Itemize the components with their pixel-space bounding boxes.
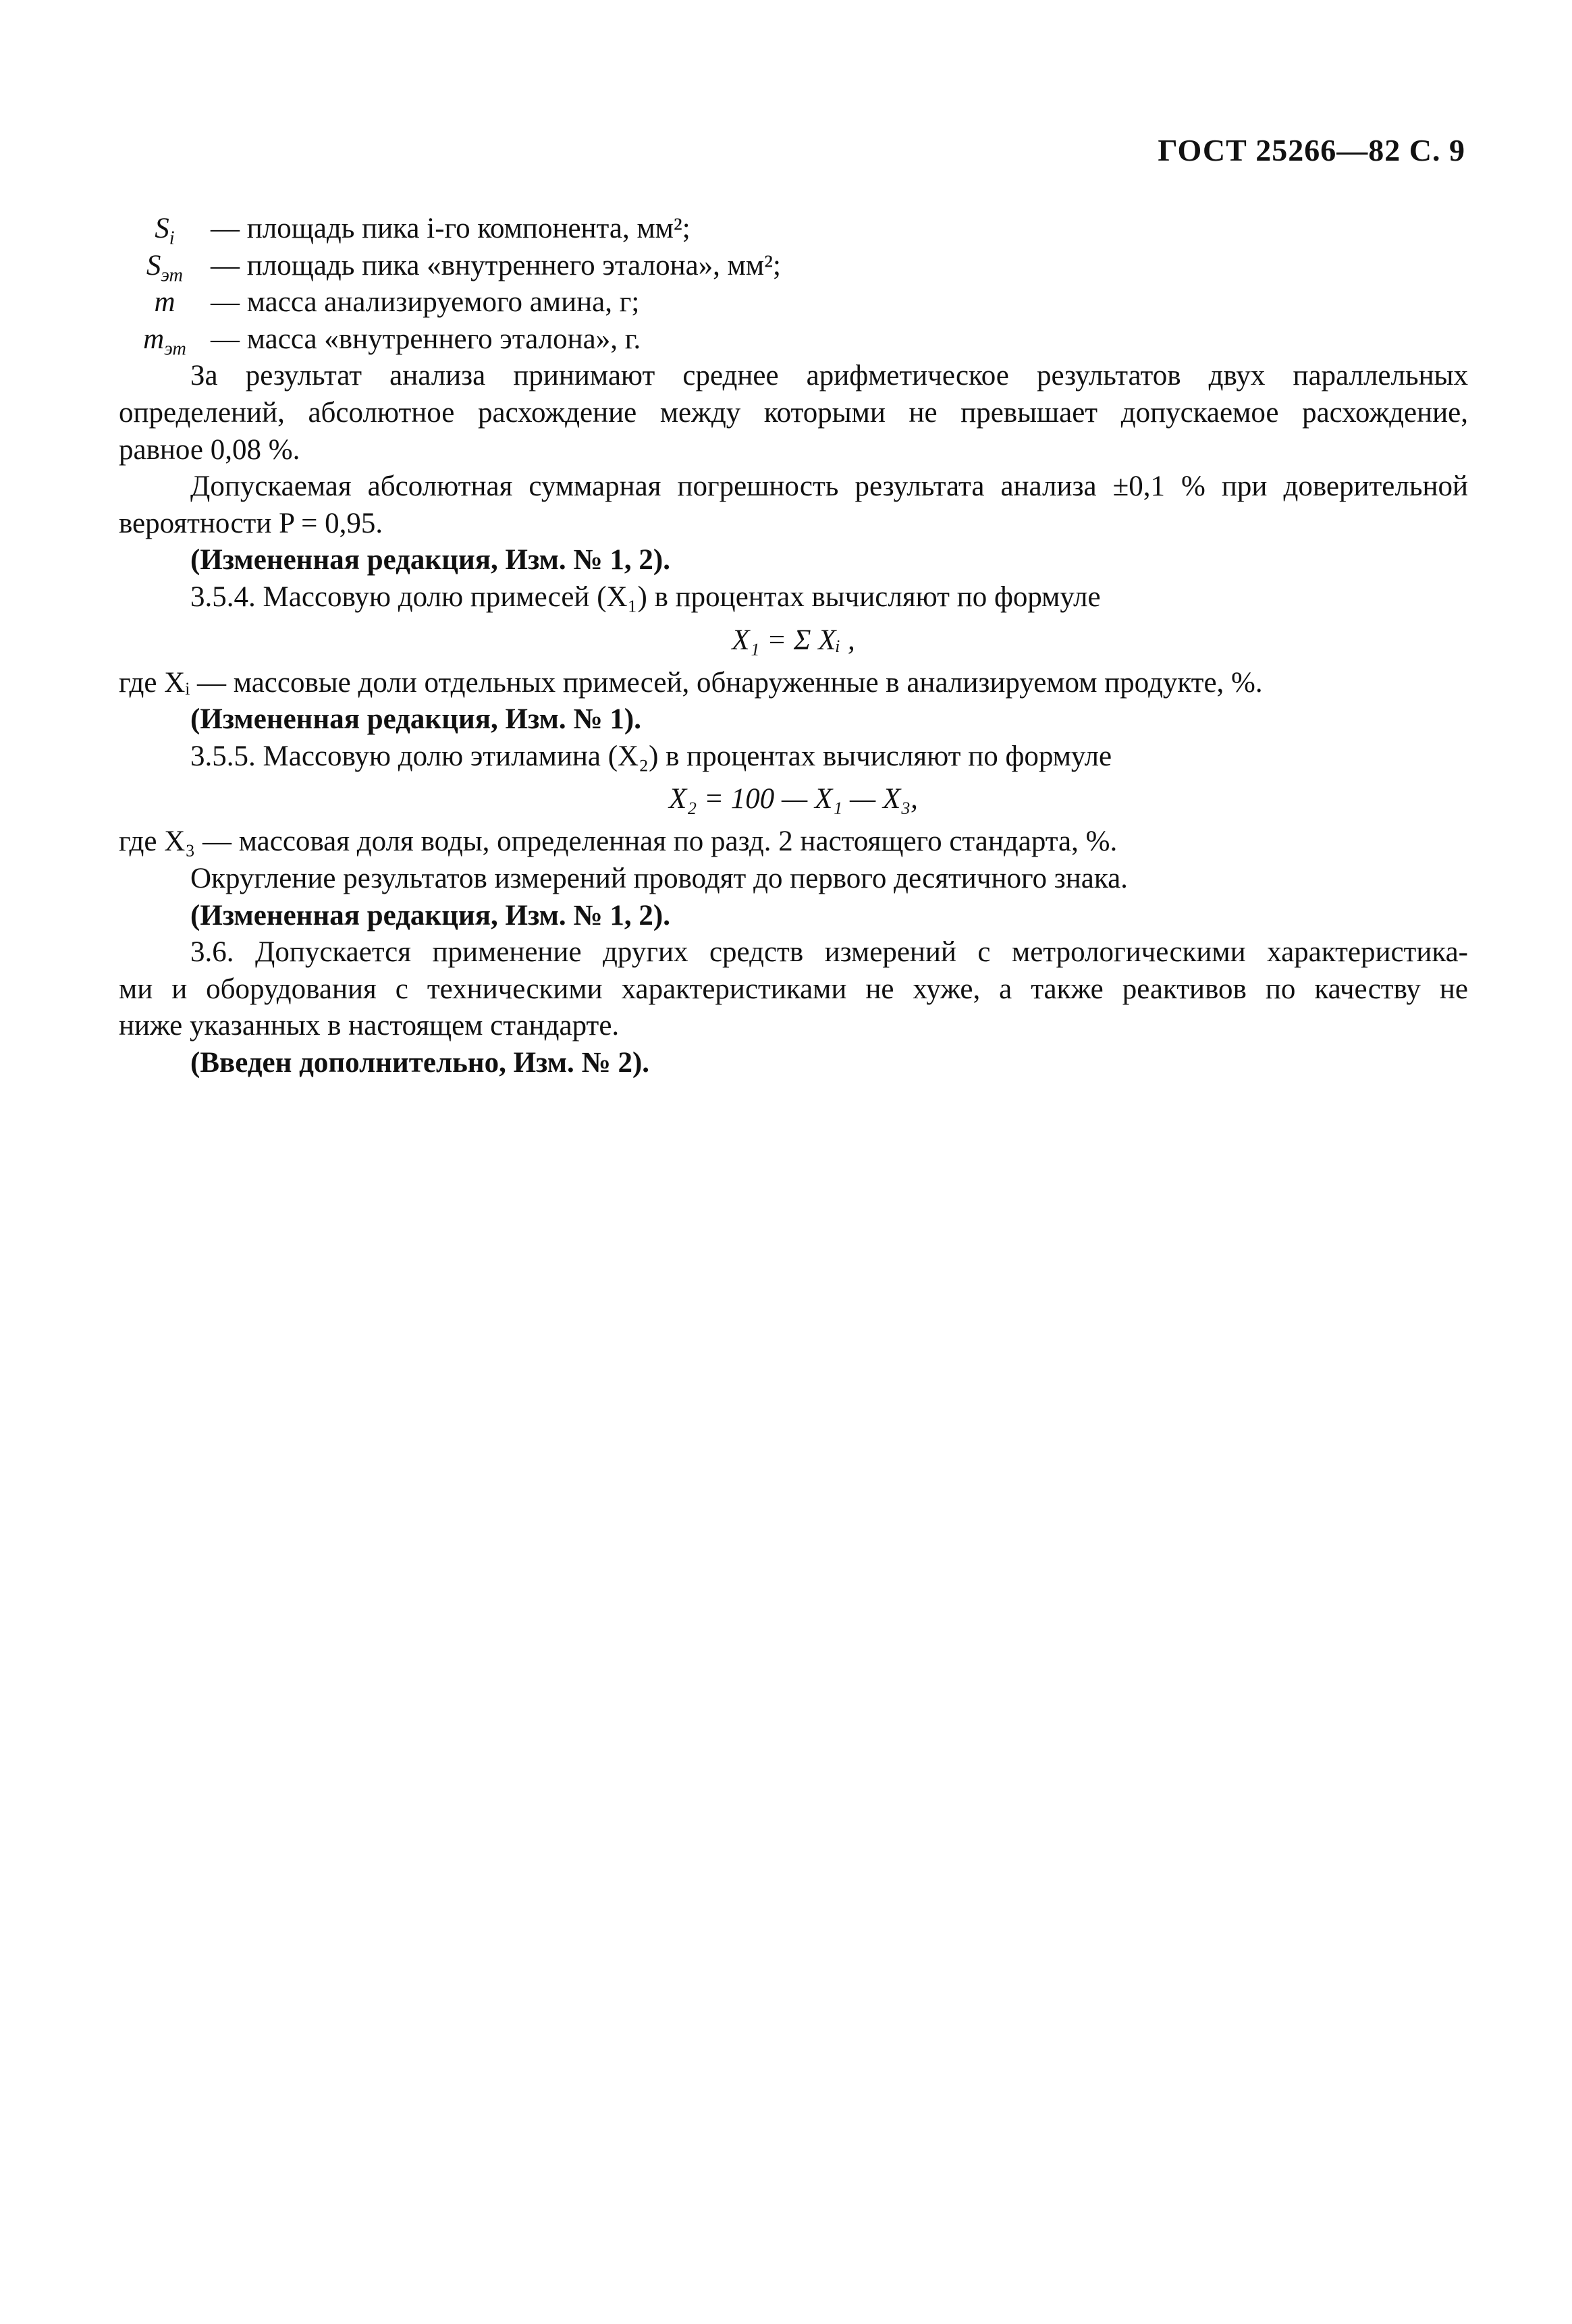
amendment-note: (Введен дополнительно, Изм. № 2). (190, 1046, 650, 1079)
paragraph-result-line: За результат анализа принимают среднее арифметическое результатов двух параллельных (190, 360, 1468, 392)
section-3-5-4: 3.5.4. Массовую долю примесей (X₁) в процентах вычисляют по формуле (190, 580, 1101, 613)
formula-explanation: где X₃ — массовая доля воды, определенная по разд. 2 настоящего стандарта, %. (119, 826, 1118, 858)
page-body (119, 211, 1468, 1081)
amendment-note: (Измененная редакция, Изм. № 1, 2). (190, 899, 670, 931)
amendment-note: (Измененная редакция, Изм. № 1, 2). (190, 544, 670, 576)
definition-item (119, 321, 1468, 358)
paragraph-rounding: Округление результатов измерений проводят до первого десятичного знака. (190, 862, 1128, 894)
definition-item (119, 211, 1468, 248)
section-3-6-line: ми и оборудования с техническими характеристиками не хуже, а также реактивов по качеству не (119, 973, 1468, 1005)
amendment-note: (Измененная редакция, Изм. № 1). (190, 703, 641, 736)
definition-symbol: m (154, 286, 175, 319)
definition-symbol: $S_i$ (155, 213, 175, 249)
formula-impurities: X₁ = Σ Xᵢ , (732, 624, 855, 656)
definition-item (119, 284, 1468, 321)
section-3-5-5: 3.5.5. Массовую долю этиламина (X₂) в процентах вычисляют по формуле (190, 740, 1112, 772)
paragraph-error-line: вероятности P = 0,95. (119, 507, 383, 539)
paragraph-result-line: равное 0,08 %. (119, 433, 300, 466)
definition-item (119, 248, 1468, 285)
definition-symbol: $S_{эт}$ (146, 249, 184, 286)
formula-explanation: где Xᵢ — массовые доли отдельных примесей, обнаруженные в анализируемом продукте, %. (119, 666, 1263, 699)
definition-text: — площадь пика «внутреннего эталона», мм²; (211, 249, 781, 281)
section-3-6-line: 3.6. Допускается применение других средств измерений с метрологическими характеристика- (190, 936, 1468, 969)
definition-text: — масса анализируемого амина, г; (211, 286, 640, 319)
definition-text: — площадь пика i-го компонента, мм²; (211, 213, 690, 244)
paragraph-result-line: определений, абсолютное расхождение между которыми не превышает допускаемое расхождение, (119, 396, 1468, 429)
formula-ethylamine: X₂ = 100 — X₁ — X₃, (669, 783, 918, 815)
section-3-6-line: ниже указанных в настоящем стандарте. (119, 1010, 620, 1042)
definition-symbol: $m_{эт}$ (143, 323, 186, 360)
paragraph-error-line: Допускаемая абсолютная суммарная погрешность результата анализа ±0,1 % при доверительной (190, 470, 1468, 503)
definition-text: — масса «внутреннего эталона», г. (211, 323, 641, 355)
running-header: ГОСТ 25266—82 С. 9 (1158, 133, 1465, 167)
